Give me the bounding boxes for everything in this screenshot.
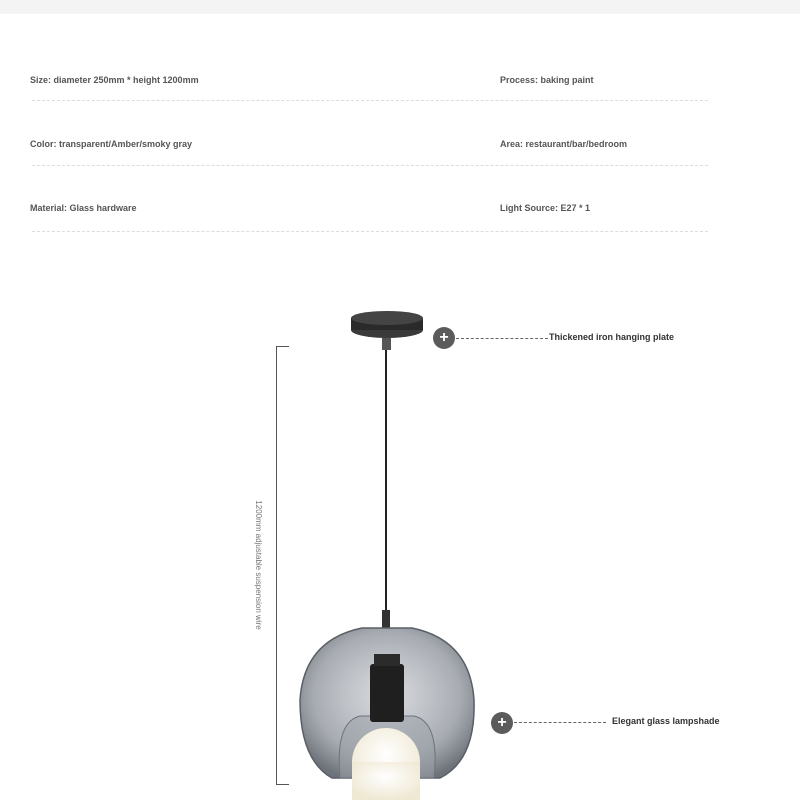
spec-material: Material: Glass hardware xyxy=(30,203,137,213)
leader-line xyxy=(514,722,606,723)
spec-area: Area: restaurant/bar/bedroom xyxy=(500,139,628,149)
wire-length-label: 1200mm adjustable suspension wire xyxy=(254,500,263,630)
leader-line xyxy=(456,338,548,339)
spec-size: Size: diameter 250mm * height 1200mm xyxy=(30,75,199,85)
callout-hanging-plate: Thickened iron hanging plate xyxy=(549,332,675,342)
light-bulb xyxy=(352,728,420,800)
plus-icon[interactable]: + xyxy=(433,327,455,349)
spec-process: Process: baking paint xyxy=(500,75,594,85)
spec-light-source: Light Source: E27 * 1 xyxy=(500,203,591,213)
ceiling-plate xyxy=(351,311,423,350)
plus-icon[interactable]: + xyxy=(491,712,513,734)
wire-grip xyxy=(382,610,390,628)
callout-glass-lampshade: Elegant glass lampshade xyxy=(612,716,720,726)
spec-color: Color: transparent/Amber/smoky gray xyxy=(30,139,193,149)
height-dimension-bracket xyxy=(276,346,289,785)
